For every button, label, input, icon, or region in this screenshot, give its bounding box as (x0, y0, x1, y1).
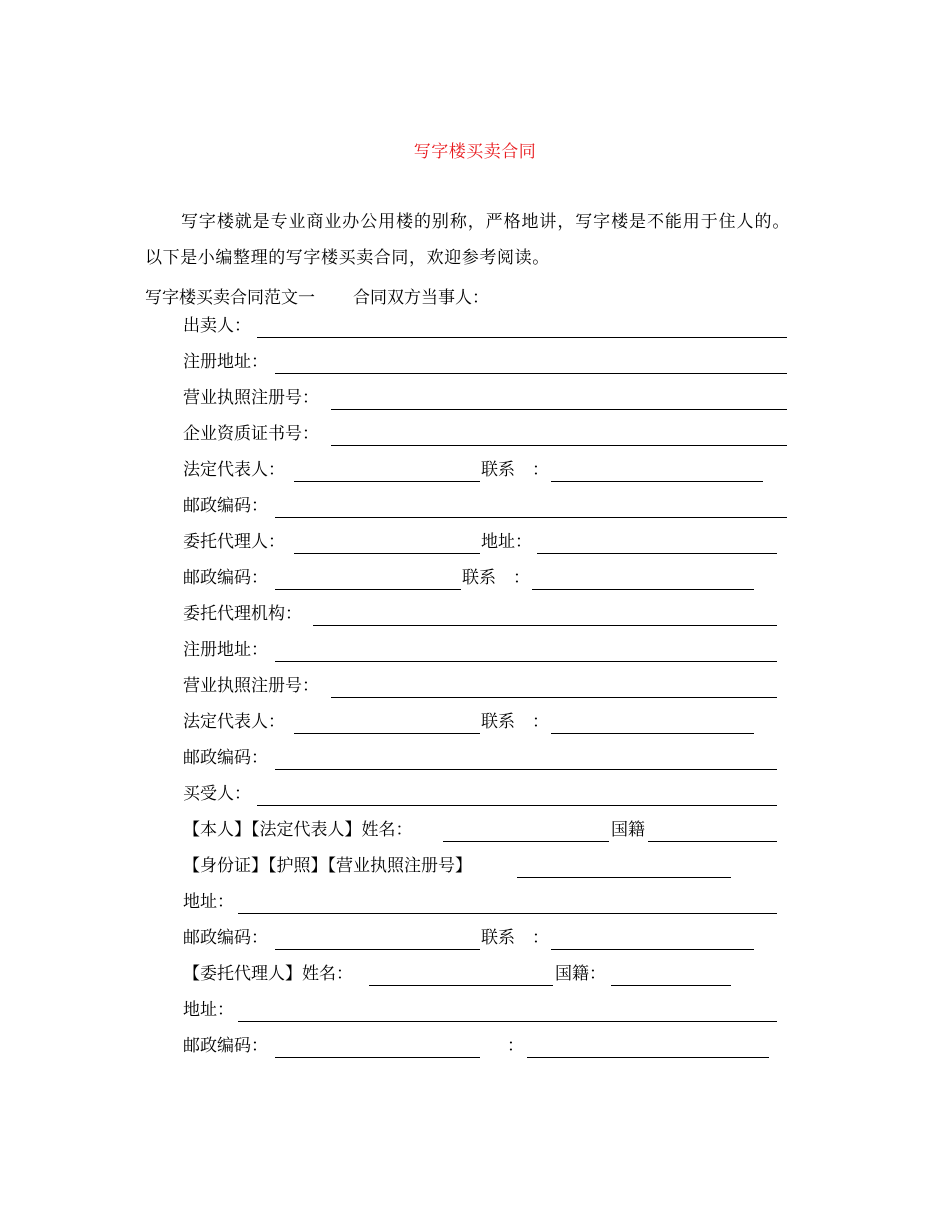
reg-address-label: 注册地址： (183, 640, 268, 660)
intro-paragraph: 写字楼就是专业商业办公用楼的别称，严格地讲，写字楼是不能用于住人的。以下是小编整理的写字楼买卖合同，欢迎参考阅读。 (145, 212, 790, 268)
sample-title: 写字楼买卖合同范文一 (145, 288, 315, 308)
reg-address-field[interactable] (275, 661, 777, 662)
reg-address-label: 注册地址： (183, 352, 268, 372)
postcode-label: 邮政编码： (183, 748, 268, 768)
postcode-label: 邮政编码： (183, 1036, 268, 1056)
address-field[interactable] (238, 1021, 777, 1022)
qualification-label: 企业资质证书号： (183, 424, 319, 444)
address-label: 地址： (183, 1000, 234, 1020)
postcode-field[interactable] (275, 1057, 480, 1058)
buyer-field[interactable] (257, 805, 777, 806)
legal-rep-field[interactable] (294, 481, 480, 482)
contact-field[interactable] (551, 949, 754, 950)
contact-label: 联系 ： (481, 712, 549, 732)
reg-address-field[interactable] (275, 373, 787, 374)
postcode-field[interactable] (275, 589, 461, 590)
postcode-field[interactable] (275, 517, 787, 518)
postcode-field[interactable] (275, 769, 777, 770)
agency-label: 委托代理机构： (183, 604, 302, 624)
person-name-field[interactable] (443, 841, 609, 842)
id-number-field[interactable] (517, 877, 731, 878)
postcode-label: 邮政编码： (183, 496, 268, 516)
buyer-label: 买受人： (183, 784, 251, 804)
agent-label: 委托代理人： (183, 532, 285, 552)
license-label: 营业执照注册号： (183, 676, 319, 696)
nationality-field[interactable] (648, 841, 777, 842)
contact-label: 联系 ： (462, 568, 530, 588)
section-heading (145, 283, 489, 308)
document-title: 写字楼买卖合同 (413, 142, 537, 162)
address-label: 地址： (481, 532, 532, 552)
qualification-field[interactable] (331, 445, 787, 446)
contact-field[interactable] (527, 1057, 769, 1058)
person-name-label: 【本人】【法定代表人】姓名： (183, 820, 413, 840)
contact-field[interactable] (532, 589, 754, 590)
license-label: 营业执照注册号： (183, 388, 319, 408)
nationality-label: 国籍： (555, 964, 606, 984)
seller-field[interactable] (257, 337, 787, 338)
postcode-label: 邮政编码： (183, 568, 268, 588)
postcode-field[interactable] (275, 949, 480, 950)
legal-rep-label: 法定代表人： (183, 712, 285, 732)
address-field[interactable] (238, 913, 777, 914)
agent-name-field[interactable] (369, 985, 553, 986)
license-field[interactable] (331, 409, 787, 410)
contact-label: 联系 ： (481, 460, 549, 480)
postcode-label: 邮政编码： (183, 928, 268, 948)
agency-field[interactable] (313, 625, 777, 626)
seller-label: 出卖人： (183, 316, 251, 336)
address-label: 地址： (183, 892, 234, 912)
contact-field[interactable] (551, 733, 754, 734)
id-types-label: 【身份证】【护照】【营业执照注册号】 (183, 856, 472, 876)
contact-label: 联系 ： (481, 928, 549, 948)
agent-field[interactable] (294, 553, 480, 554)
address-field[interactable] (537, 553, 777, 554)
nationality-label: 国籍 (611, 820, 645, 840)
colon-label: ： (507, 1036, 524, 1056)
agent-name-label: 【委托代理人】姓名： (183, 964, 353, 984)
parties-label: 合同双方当事人： (353, 288, 489, 308)
contact-field[interactable] (551, 481, 763, 482)
license-field[interactable] (331, 697, 777, 698)
nationality-field[interactable] (611, 985, 731, 986)
legal-rep-label: 法定代表人： (183, 460, 285, 480)
legal-rep-field[interactable] (294, 733, 480, 734)
